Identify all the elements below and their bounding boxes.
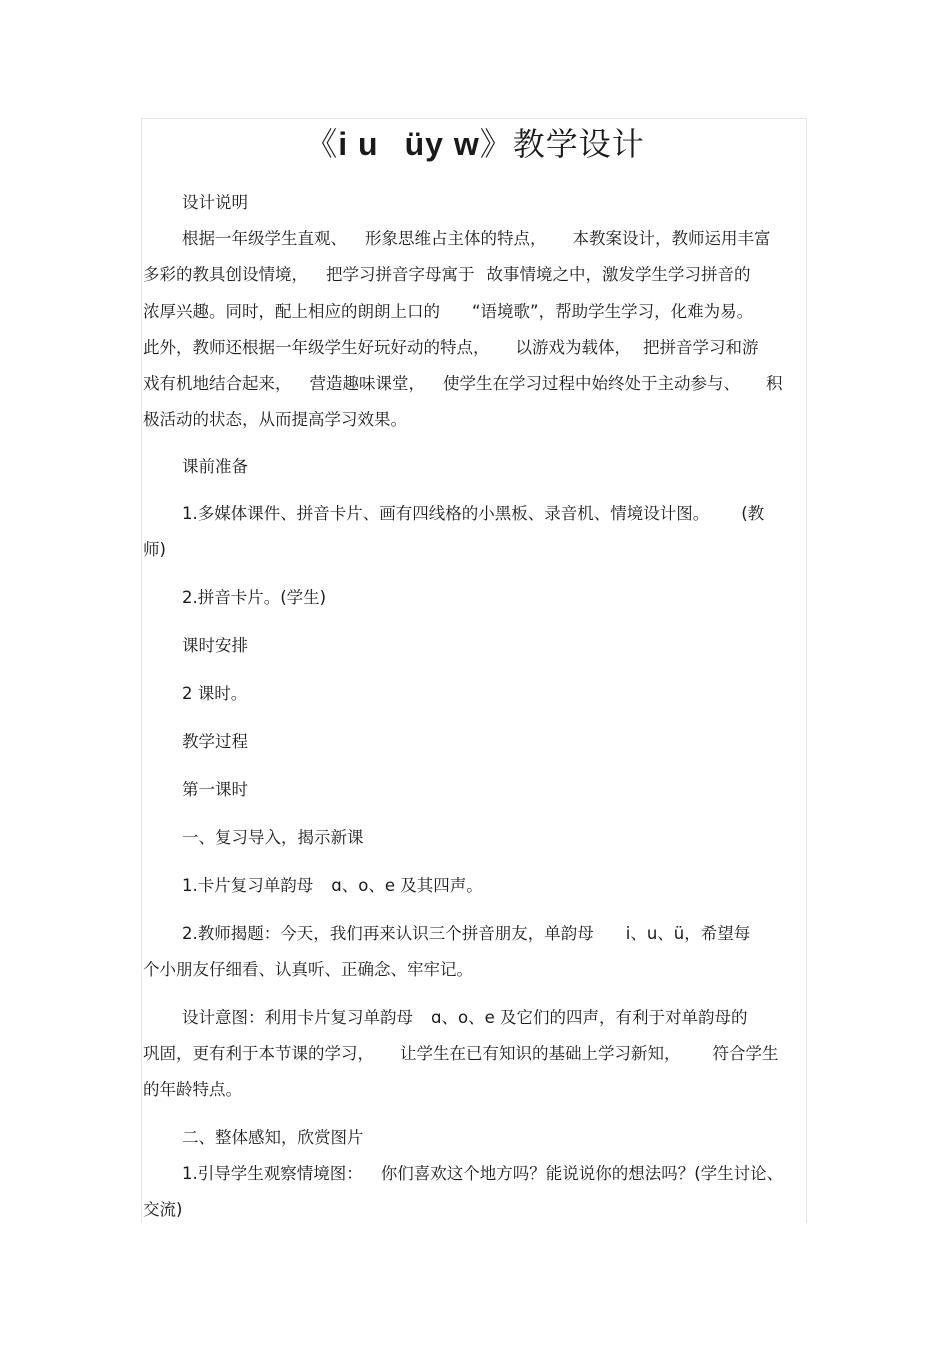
part-2-item-1: 1.引导学生观察情境图： 你们喜欢这个地方吗？能说说你的想法吗？(学生讨论、 bbox=[182, 1164, 784, 1183]
schedule-value: 2 课时。 bbox=[182, 684, 248, 703]
design-line-6: 极活动的状态，从而提高学习效果。 bbox=[143, 410, 407, 429]
design-intent-3: 的年龄特点。 bbox=[143, 1080, 242, 1099]
design-line-3: 浓厚兴趣。同时，配上相应的朗朗上口的 “语境歌”，帮助学生学习，化难为易。 bbox=[143, 302, 754, 321]
part-1-item-2-cont: 个小朋友仔细看、认真听、正确念、牢牢记。 bbox=[143, 960, 473, 979]
schedule-heading: 课时安排 bbox=[182, 636, 248, 655]
design-intent-1: 设计意图：利用卡片复习单韵母 ɑ、o、e 及它们的四声，有利于对单韵母的 bbox=[182, 1008, 748, 1027]
design-line-4: 此外，教师还根据一年级学生好玩好动的特点， 以游戏为载体， 把拼音学习和游 bbox=[143, 338, 759, 357]
part-1-item-1: 1.卡片复习单韵母 ɑ、o、e 及其四声。 bbox=[182, 876, 483, 895]
title-open: 《 bbox=[305, 125, 339, 163]
design-line-2: 多彩的教具创设情境， 把学习拼音字母寓于 故事情境之中，激发学生学习拼音的 bbox=[143, 265, 751, 284]
process-heading: 教学过程 bbox=[182, 732, 248, 751]
part-2-heading: 二、整体感知，欣赏图片 bbox=[182, 1128, 364, 1147]
title-close: 》教学设计 bbox=[479, 125, 645, 163]
prep-item-1-cont: 师) bbox=[143, 540, 166, 559]
prep-heading: 课前准备 bbox=[182, 457, 248, 476]
part-2-item-1-cont: 交流) bbox=[143, 1200, 183, 1219]
prep-item-2: 2.拼音卡片。(学生) bbox=[182, 588, 327, 607]
design-intent-2: 巩固，更有利于本节课的学习， 让学生在已有知识的基础上学习新知， 符合学生 bbox=[143, 1044, 779, 1063]
title-pinyin-b: üy w bbox=[404, 126, 480, 162]
page-title bbox=[143, 123, 807, 165]
design-line-1: 根据一年级学生直观、 形象思维占主体的特点， 本教案设计，教师运用丰富 bbox=[182, 229, 771, 248]
prep-item-1: 1.多媒体课件、拼音卡片、画有四线格的小黑板、录音机、情境设计图。 (教 bbox=[182, 504, 765, 523]
design-line-5: 戏有机地结合起来， 营造趣味课堂， 使学生在学习过程中始终处于主动参与、 积 bbox=[143, 374, 783, 393]
design-heading: 设计说明 bbox=[182, 193, 248, 212]
part-1-item-2: 2.教师揭题：今天，我们再来认识三个拼音朋友，单韵母 i、u、ü，希望每 bbox=[182, 924, 751, 943]
part-1-heading: 一、复习导入，揭示新课 bbox=[182, 828, 364, 847]
title-pinyin-a: i u bbox=[338, 126, 379, 162]
lesson-heading: 第一课时 bbox=[182, 780, 248, 799]
